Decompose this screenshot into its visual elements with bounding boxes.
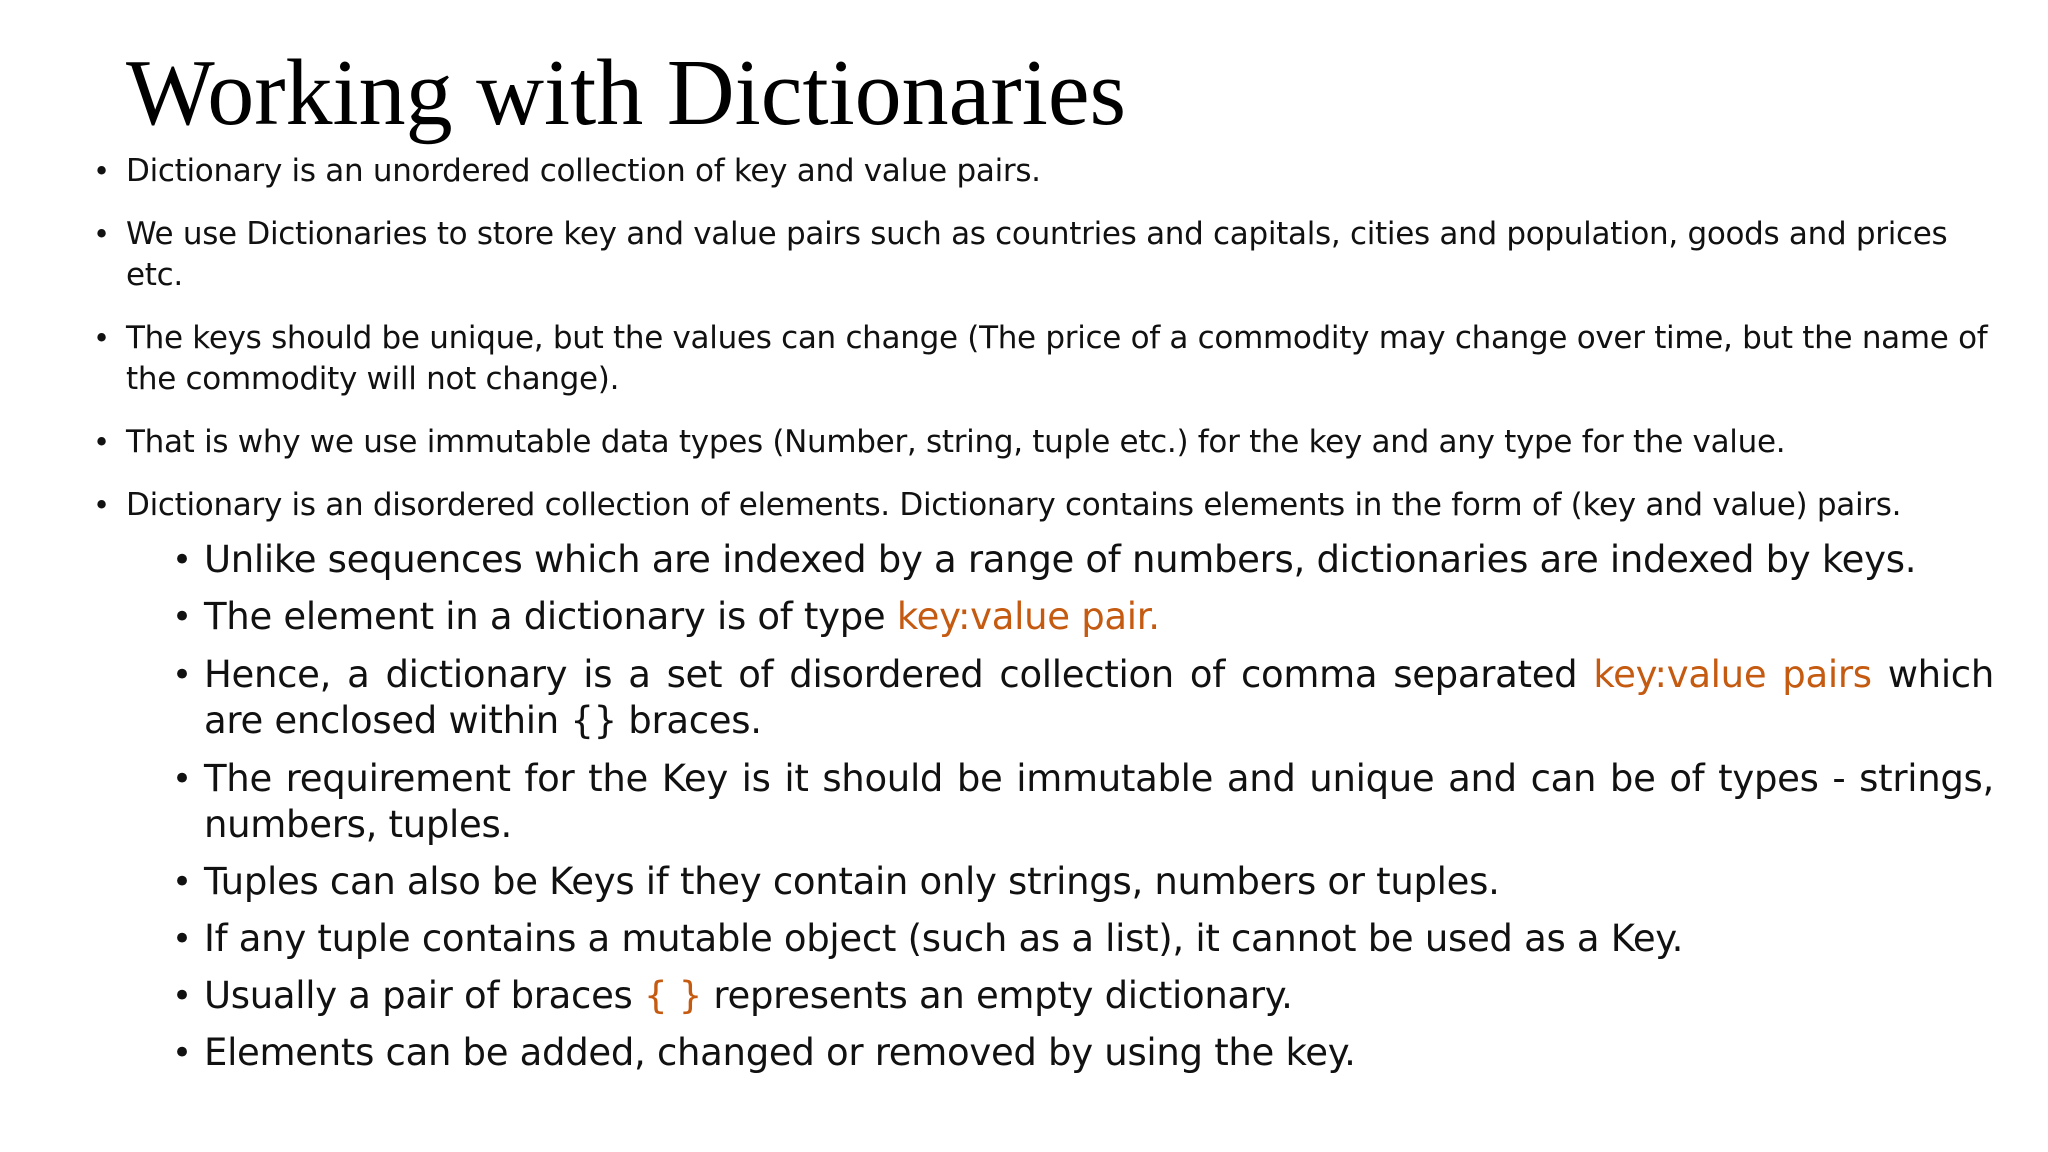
sub-bullet-item bbox=[172, 652, 1995, 744]
bullet-dot-icon: • bbox=[172, 862, 192, 902]
bullet-item bbox=[93, 422, 2006, 463]
bullet-dot-icon: • bbox=[172, 540, 192, 580]
bullet-text: Hence, a dictionary is a set of disordered collection of comma separated bbox=[204, 653, 1594, 696]
bullet-text: The element in a dictionary is of type bbox=[204, 595, 897, 638]
bullet-item bbox=[93, 318, 2006, 400]
bullet-dot-icon: • bbox=[172, 976, 192, 1016]
bullet-text: Elements can be added, changed or removed by using the key. bbox=[204, 1031, 1356, 1074]
bullet-text: The keys should be unique, but the values can change (The price of a commodity may change over time, but the name of the commodity will not change). bbox=[126, 320, 1988, 397]
bullet-dot-icon: • bbox=[172, 1033, 192, 1073]
sub-bullet-item bbox=[172, 859, 1994, 905]
bullet-dot-icon: • bbox=[172, 597, 192, 637]
bullet-dot-icon: • bbox=[93, 425, 110, 459]
sub-bullet-item bbox=[172, 973, 1994, 1019]
bullet-text: Dictionary is an disordered collection of elements. Dictionary contains elements in the form of (key and value) pairs. bbox=[126, 487, 1902, 523]
sub-bullet-item bbox=[172, 537, 1994, 583]
highlighted-term: key:value pairs bbox=[1593, 653, 1872, 696]
bullet-dot-icon: • bbox=[172, 919, 192, 959]
bullet-item bbox=[93, 151, 2006, 192]
sub-bullet-item bbox=[172, 1030, 1994, 1076]
bullet-dot-icon: • bbox=[93, 321, 110, 355]
highlighted-term: key:value pair. bbox=[896, 595, 1160, 638]
bullet-text: The requirement for the Key is it should be immutable and unique and can be of types - strings, numbers, tuples. bbox=[204, 757, 1994, 846]
sub-bullet-item bbox=[172, 756, 1994, 848]
bullet-text: That is why we use immutable data types (Number, string, tuple etc.) for the key and any type for the value. bbox=[126, 424, 1786, 460]
bullet-text: which are enclosed within {} braces. bbox=[204, 653, 1995, 742]
bullet-dot-icon: • bbox=[172, 759, 192, 799]
bullet-dot-icon: • bbox=[93, 217, 110, 251]
bullet-text: We use Dictionaries to store key and value pairs such as countries and capitals, cities and population, goods and prices etc. bbox=[126, 216, 1948, 293]
slide-title: Working with Dictionaries bbox=[126, 41, 1127, 145]
bullet-text: Usually a pair of braces bbox=[204, 974, 644, 1017]
bullet-item bbox=[93, 485, 2006, 526]
bullet-text: If any tuple contains a mutable object (such as a list), it cannot be used as a Key. bbox=[204, 917, 1684, 960]
bullet-item bbox=[93, 214, 2006, 296]
bullet-dot-icon: • bbox=[172, 655, 192, 695]
bullet-dot-icon: • bbox=[93, 154, 110, 188]
bullet-text: represents an empty dictionary. bbox=[701, 974, 1293, 1017]
bullet-dot-icon: • bbox=[93, 488, 110, 522]
highlighted-term: { } bbox=[644, 974, 702, 1017]
sub-bullet-item bbox=[172, 916, 1994, 962]
bullet-text: Unlike sequences which are indexed by a range of numbers, dictionaries are indexed by keys. bbox=[204, 538, 1917, 581]
bullet-text: Dictionary is an unordered collection of key and value pairs. bbox=[126, 153, 1041, 189]
bullet-text: Tuples can also be Keys if they contain only strings, numbers or tuples. bbox=[204, 860, 1500, 903]
sub-bullet-item bbox=[172, 594, 1994, 640]
